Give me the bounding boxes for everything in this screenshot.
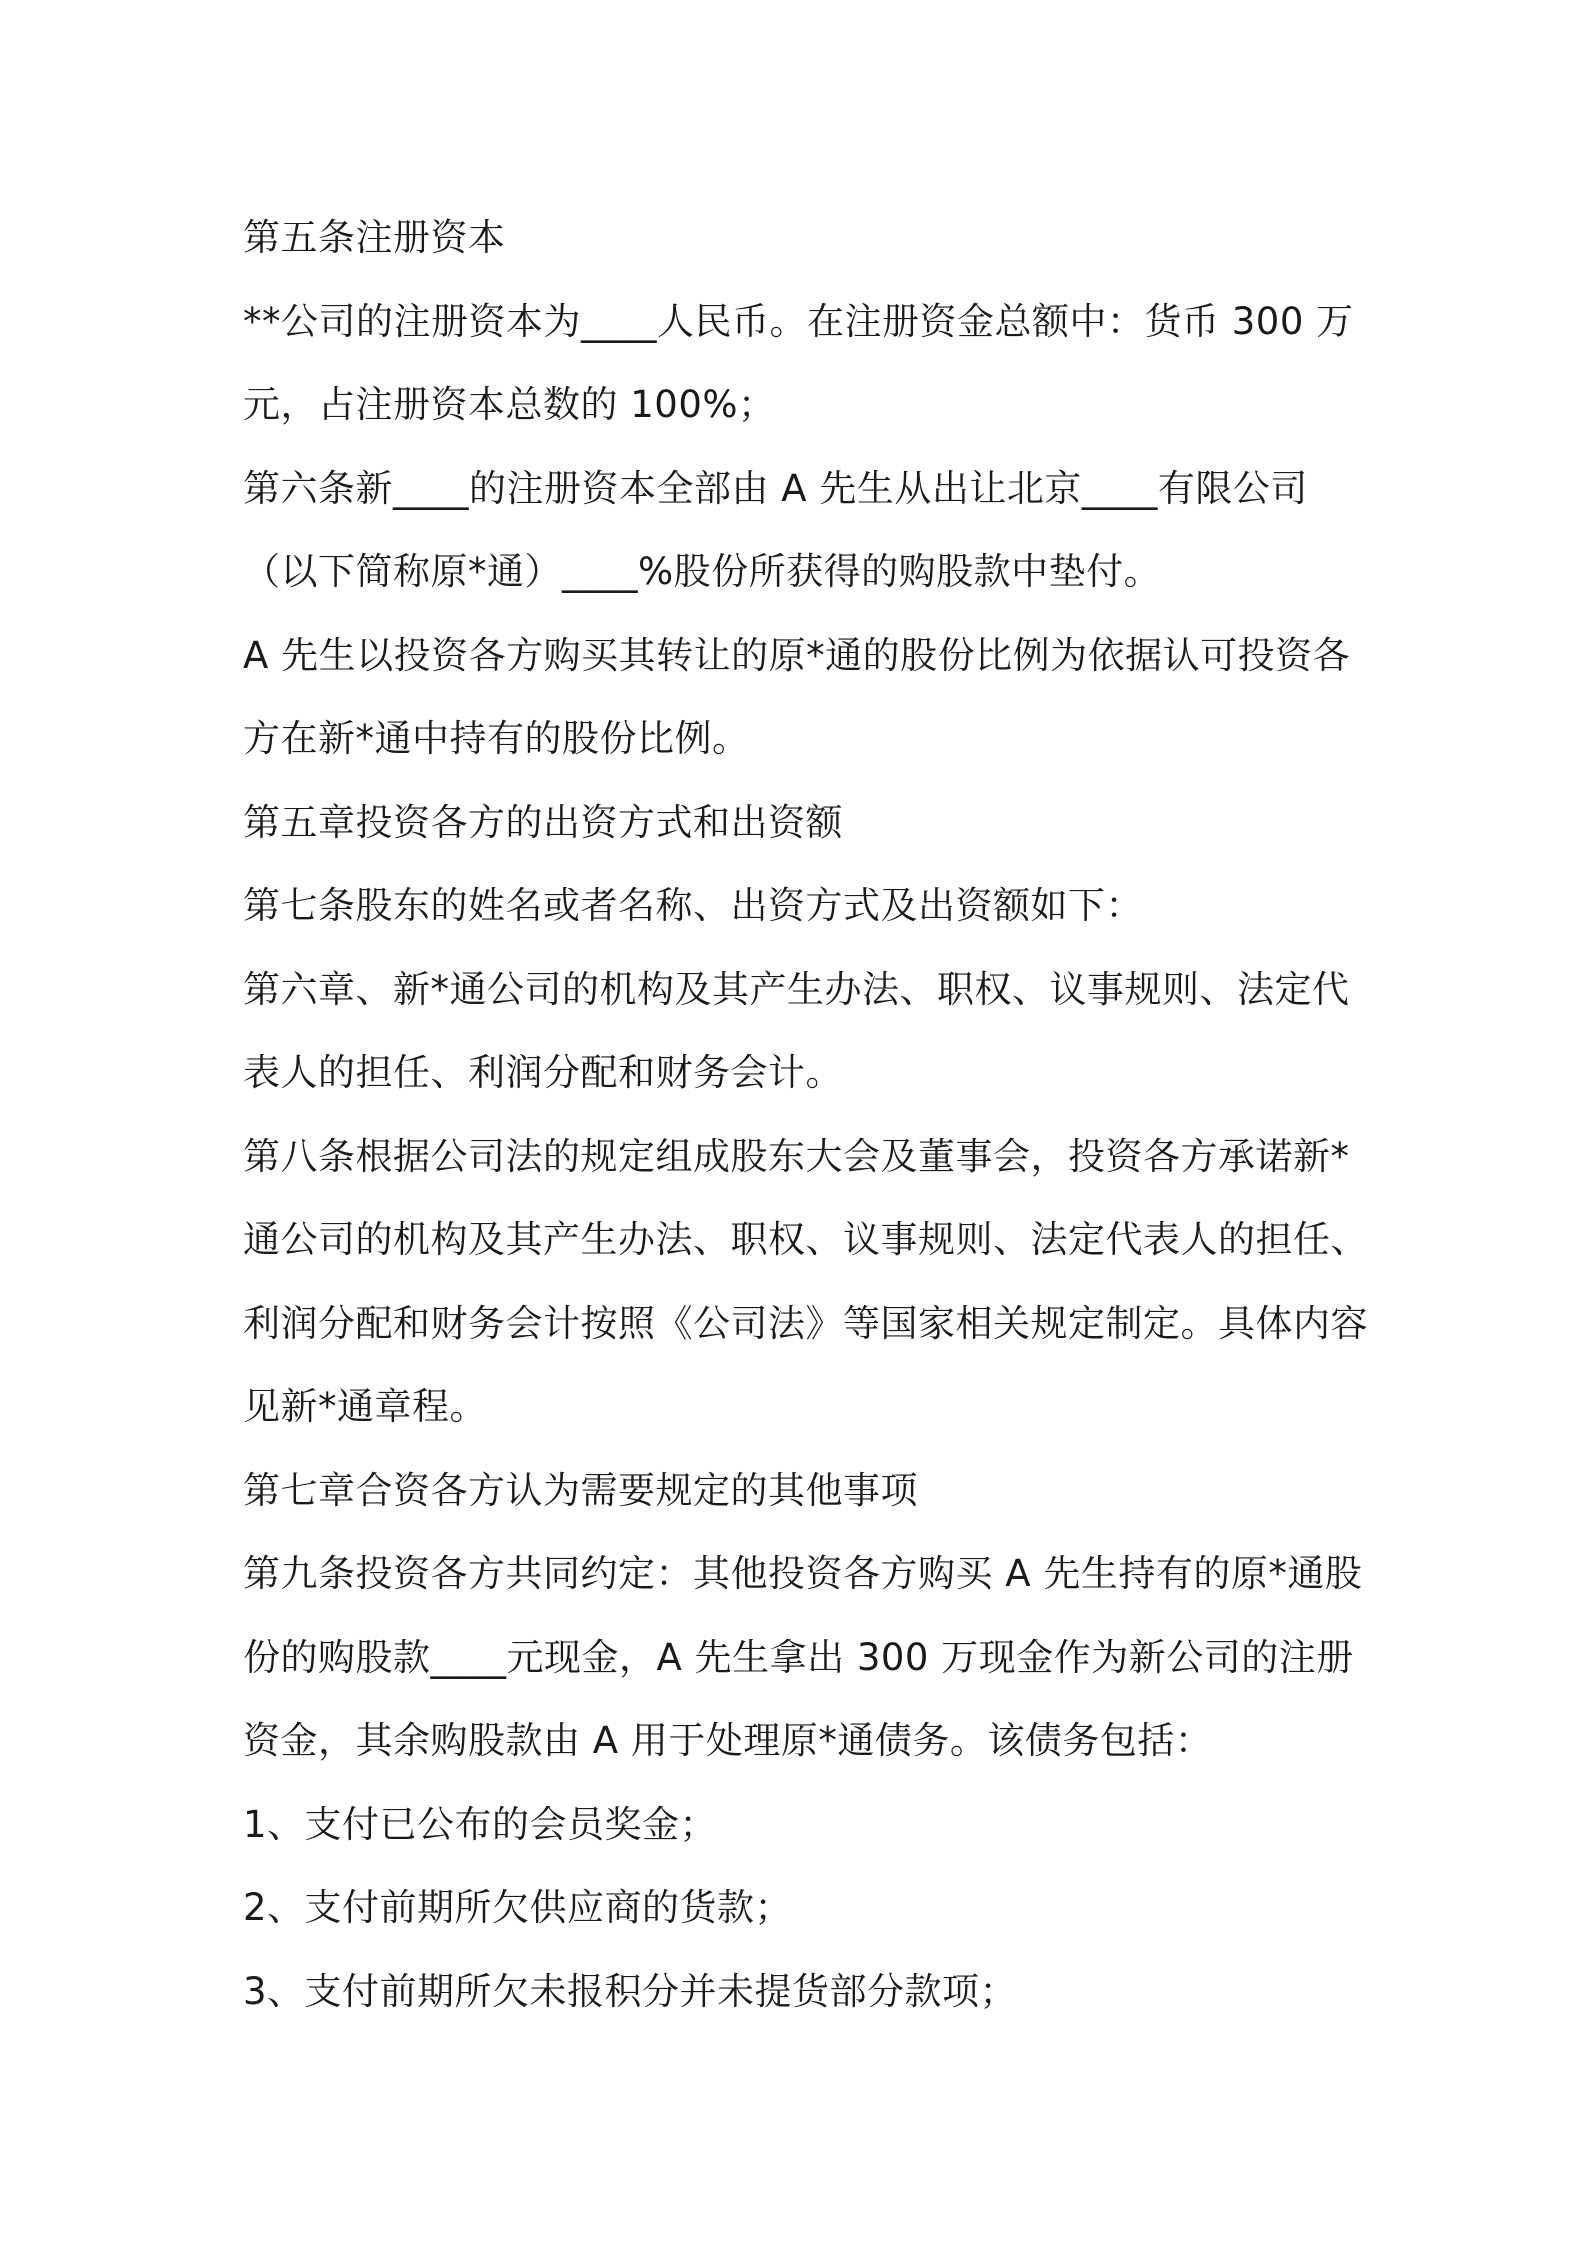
text-line: 表人的担任、利润分配和财务会计。 — [243, 1051, 843, 1094]
text-line: 利润分配和财务会计按照《公司法》等国家相关规定制定。具体内容 — [243, 1301, 1368, 1345]
list-item: 1、支付已公布的会员奖金； — [243, 1802, 718, 1846]
text-line: 资金，其余购股款由 A 用于处理原*通债务。该债务包括： — [243, 1719, 1213, 1762]
article-5-heading: 第五条注册资本 — [243, 216, 506, 259]
text-line: **公司的注册资本为____人民币。在注册资金总额中：货币 300 万 — [243, 299, 1354, 343]
text-line: 份的购股款____元现金，A 先生拿出 300 万现金作为新公司的注册 — [243, 1635, 1354, 1679]
text-line: A 先生以投资各方购买其转让的原*通的股份比例为依据认可投资各 — [243, 633, 1351, 677]
text-line: 第七条股东的姓名或者名称、出资方式及出资额如下： — [243, 884, 1143, 927]
text-line: 元，占注册资本总数的 100%； — [243, 383, 776, 426]
chapter-7-heading: 第七章合资各方认为需要规定的其他事项 — [243, 1468, 918, 1512]
chapter-6-heading: 第六章、新*通公司的机构及其产生办法、职权、议事规则、法定代 — [243, 967, 1350, 1011]
document-body — [243, 196, 1368, 2033]
text-line: 通公司的机构及其产生办法、职权、议事规则、法定代表人的担任、 — [243, 1218, 1368, 1261]
list-item: 3、支付前期所欠未报积分并未提货部分款项； — [243, 1969, 1018, 2013]
text-line: 第八条根据公司法的规定组成股东大会及董事会，投资各方承诺新* — [243, 1134, 1350, 1178]
list-item: 2、支付前期所欠供应商的货款； — [243, 1886, 793, 1929]
text-line: （以下简称原*通）____%股份所获得的购股款中垫付。 — [243, 550, 1162, 593]
text-line: 见新*通章程。 — [243, 1385, 487, 1428]
text-line: 第六条新____的注册资本全部由 A 先生从出让北京____有限公司 — [243, 466, 1308, 510]
text-line: 第九条投资各方共同约定：其他投资各方购买 A 先生持有的原*通股 — [243, 1552, 1363, 1595]
text-line: 方在新*通中持有的股份比例。 — [243, 717, 750, 760]
chapter-5-heading: 第五章投资各方的出资方式和出资额 — [243, 800, 843, 844]
